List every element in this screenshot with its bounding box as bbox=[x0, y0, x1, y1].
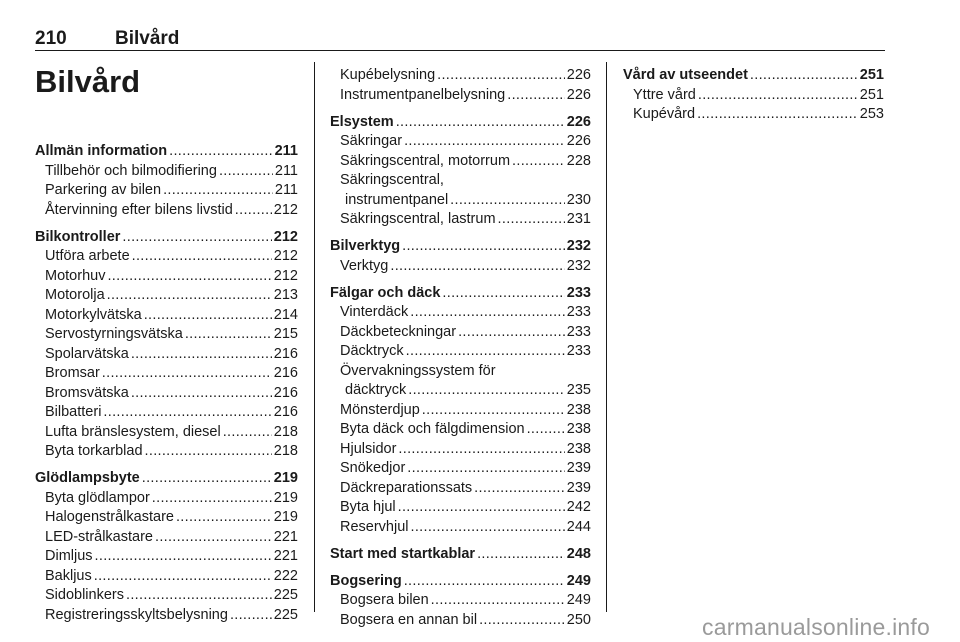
toc-section-entry[interactable] bbox=[330, 113, 591, 133]
toc-entry-page: 212 bbox=[273, 228, 298, 245]
toc-section-entry[interactable] bbox=[330, 572, 591, 592]
toc-entry-title: LED-strålkastare bbox=[45, 528, 153, 545]
toc-entry-title: Återvinning efter bilens livstid bbox=[45, 201, 233, 218]
toc-entry[interactable] bbox=[330, 342, 591, 362]
toc-entry-title: Hjulsidor bbox=[340, 440, 397, 457]
dot-leader bbox=[398, 498, 565, 518]
toc-entry[interactable] bbox=[35, 364, 298, 384]
toc-entry-page: 219 bbox=[273, 470, 298, 486]
dot-leader bbox=[527, 420, 565, 440]
toc-entry-title: Kupébelysning bbox=[340, 67, 436, 83]
dot-leader bbox=[107, 267, 271, 287]
toc-entry-title: Bilkontroller bbox=[35, 228, 121, 245]
toc-entry-title: Lufta bränslesystem, diesel bbox=[45, 423, 221, 440]
toc-entry-title: Säkringscentral, lastrum bbox=[340, 211, 496, 227]
toc-entry[interactable] bbox=[35, 442, 298, 462]
toc-entry-page: 242 bbox=[566, 499, 591, 515]
dot-leader bbox=[223, 423, 272, 443]
dot-leader bbox=[698, 86, 858, 106]
toc-entry-title: Instrumentpanelbelysning bbox=[340, 86, 506, 103]
toc-entry-page: 221 bbox=[273, 548, 298, 564]
dot-leader bbox=[431, 591, 565, 611]
dot-leader bbox=[406, 342, 565, 362]
toc-entry[interactable] bbox=[35, 267, 298, 287]
dot-leader bbox=[102, 364, 272, 384]
toc-entry-title: Glödlampsbyte bbox=[35, 470, 140, 486]
page-number: 210 bbox=[35, 28, 67, 49]
dot-leader bbox=[390, 257, 564, 277]
toc-entry-title: Dimljus bbox=[45, 548, 93, 564]
toc-entry-title: Bogsering bbox=[330, 572, 402, 589]
toc-entry[interactable] bbox=[35, 162, 298, 182]
toc-section-entry[interactable] bbox=[623, 66, 884, 86]
toc-entry-page: 216 bbox=[273, 384, 298, 401]
toc-column-3 bbox=[623, 66, 884, 125]
dot-leader bbox=[144, 306, 272, 326]
toc-entry-page: 212 bbox=[273, 201, 298, 218]
toc-section-entry[interactable] bbox=[330, 545, 591, 565]
toc-entry-page: 226 bbox=[566, 133, 591, 149]
toc-entry-page: 214 bbox=[273, 306, 298, 323]
toc-entry[interactable] bbox=[330, 303, 591, 323]
dot-leader bbox=[185, 325, 272, 345]
chapter-title: Bilvård bbox=[35, 64, 141, 99]
toc-entry-title: Parkering av bilen bbox=[45, 182, 162, 198]
dot-leader bbox=[750, 66, 858, 86]
toc-entry-title: Däckreparationssats bbox=[340, 479, 473, 496]
toc-entry-title: Sidoblinkers bbox=[45, 587, 124, 603]
toc-entry-title: Byta hjul bbox=[340, 499, 396, 515]
toc-entry-title: Vinterdäck bbox=[340, 304, 409, 320]
toc-entry-page: 238 bbox=[566, 421, 591, 437]
toc-entry-page: 233 bbox=[566, 343, 591, 359]
toc-entry-title: Säkringscentral, motorrum bbox=[340, 152, 511, 169]
dot-leader bbox=[103, 403, 271, 423]
dot-leader bbox=[408, 381, 565, 401]
dot-leader bbox=[498, 210, 565, 230]
toc-entry-title: Mönsterdjup bbox=[340, 401, 420, 418]
toc-entry-title: Bogsera bilen bbox=[340, 592, 429, 608]
toc-entry-page: 233 bbox=[566, 304, 591, 320]
toc-entry[interactable] bbox=[623, 86, 884, 106]
toc-entry[interactable] bbox=[35, 306, 298, 326]
dot-leader bbox=[697, 105, 858, 125]
toc-entry[interactable] bbox=[330, 401, 591, 421]
dot-leader bbox=[132, 247, 272, 267]
toc-entry-title: Säkringar bbox=[340, 133, 403, 149]
header-title: Bilvård bbox=[115, 28, 180, 49]
toc-section-entry[interactable] bbox=[35, 142, 298, 162]
dot-leader bbox=[407, 459, 565, 479]
toc-entry-title: Halogenstrålkastare bbox=[45, 509, 174, 525]
toc-entry-page: 222 bbox=[273, 567, 298, 584]
toc-entry-title: Däckbeteckningar bbox=[340, 323, 457, 340]
toc-entry[interactable] bbox=[330, 611, 591, 631]
column-divider bbox=[314, 62, 315, 612]
dot-leader bbox=[458, 323, 565, 343]
toc-entry-title: Allmän information bbox=[35, 143, 168, 159]
toc-entry[interactable] bbox=[330, 459, 591, 479]
toc-entry-page: 253 bbox=[859, 106, 884, 122]
toc-entry-page: 221 bbox=[273, 528, 298, 545]
dot-leader bbox=[94, 567, 272, 587]
toc-entry[interactable] bbox=[35, 423, 298, 443]
toc-entry[interactable] bbox=[330, 591, 591, 611]
toc-entry-title: Bromsvätska bbox=[45, 384, 129, 401]
toc-entry-page: 249 bbox=[566, 572, 591, 589]
toc-entry-page: 239 bbox=[566, 460, 591, 476]
toc-entry-title: Tillbehör och bilmodifiering bbox=[45, 162, 217, 179]
dot-leader bbox=[163, 181, 273, 201]
toc-entry-page: 230 bbox=[566, 191, 591, 208]
toc-entry-page: 213 bbox=[273, 287, 298, 303]
toc-entry-page: 231 bbox=[566, 211, 591, 227]
toc-entry[interactable] bbox=[35, 508, 298, 528]
toc-entry-page: 233 bbox=[566, 284, 591, 301]
toc-entry[interactable] bbox=[35, 403, 298, 423]
toc-entry-page: 211 bbox=[274, 143, 298, 159]
dot-leader bbox=[107, 286, 272, 306]
toc-section-entry[interactable] bbox=[35, 228, 298, 248]
dot-leader bbox=[219, 162, 273, 182]
dot-leader bbox=[152, 489, 272, 509]
dot-leader bbox=[402, 237, 565, 257]
toc-entry[interactable] bbox=[35, 286, 298, 306]
toc-entry-title: Servostyrningsvätska bbox=[45, 326, 183, 342]
dot-leader bbox=[169, 142, 272, 162]
toc-entry-title: Byta torkarblad bbox=[45, 443, 143, 459]
toc-entry[interactable] bbox=[35, 567, 298, 587]
toc-entry-title: Reservhjul bbox=[340, 518, 409, 535]
toc-entry-page: 251 bbox=[859, 67, 884, 83]
toc-entry-title: däcktryck bbox=[345, 382, 407, 398]
toc-entry-page: 225 bbox=[273, 606, 298, 623]
toc-entry[interactable] bbox=[330, 381, 591, 401]
toc-entry-page: 233 bbox=[566, 323, 591, 340]
toc-entry-line: Säkringscentral, bbox=[340, 172, 444, 188]
toc-entry[interactable] bbox=[330, 518, 591, 538]
dot-leader bbox=[474, 479, 565, 499]
dot-leader bbox=[442, 284, 564, 304]
dot-leader bbox=[131, 345, 272, 365]
toc-entry[interactable] bbox=[35, 547, 298, 567]
dot-leader bbox=[404, 572, 565, 592]
toc-entry-page: 250 bbox=[566, 611, 591, 628]
dot-leader bbox=[411, 518, 565, 538]
toc-entry-title: Kupévård bbox=[633, 106, 696, 122]
toc-entry-page: 251 bbox=[859, 86, 884, 103]
toc-entry[interactable] bbox=[330, 66, 591, 86]
toc-entry-page: 232 bbox=[566, 238, 591, 254]
toc-entry-page: 239 bbox=[566, 479, 591, 496]
dot-leader bbox=[437, 66, 565, 86]
toc-entry-title: Fälgar och däck bbox=[330, 284, 441, 301]
toc-entry[interactable] bbox=[35, 325, 298, 345]
dot-leader bbox=[155, 528, 272, 548]
toc-entry[interactable] bbox=[35, 247, 298, 267]
dot-leader bbox=[145, 442, 272, 462]
toc-section-entry[interactable] bbox=[35, 469, 298, 489]
toc-entry-title: Bilbatteri bbox=[45, 404, 102, 420]
toc-entry-title: Spolarvätska bbox=[45, 345, 129, 362]
toc-entry[interactable] bbox=[330, 152, 591, 172]
dot-leader bbox=[230, 606, 272, 626]
toc-entry-page: 216 bbox=[273, 404, 298, 420]
toc-entry-title: Snökedjor bbox=[340, 460, 406, 476]
toc-entry-title: Verktyg bbox=[340, 257, 389, 274]
toc-entry-title: Start med startkablar bbox=[330, 545, 476, 562]
toc-entry-title: Yttre vård bbox=[633, 86, 696, 103]
toc-entry[interactable] bbox=[330, 132, 591, 152]
toc-entry-title: Bogsera en annan bil bbox=[340, 611, 478, 628]
toc-entry-title: Utföra arbete bbox=[45, 248, 130, 264]
dot-leader bbox=[235, 201, 272, 221]
toc-entry-title: Däcktryck bbox=[340, 343, 404, 359]
toc-entry[interactable] bbox=[35, 384, 298, 404]
toc-entry-page: 238 bbox=[566, 401, 591, 418]
toc-entry-title: Elsystem bbox=[330, 113, 394, 130]
toc-entry-title: Bakljus bbox=[45, 567, 92, 584]
toc-entry[interactable] bbox=[35, 489, 298, 509]
toc-entry-title: Motorkylvätska bbox=[45, 306, 142, 323]
toc-entry-page: 216 bbox=[273, 345, 298, 362]
dot-leader bbox=[131, 384, 272, 404]
toc-entry[interactable] bbox=[330, 420, 591, 440]
dot-leader bbox=[404, 132, 565, 152]
toc-entry[interactable] bbox=[330, 440, 591, 460]
toc-entry-page: 238 bbox=[566, 440, 591, 457]
toc-entry-line: Övervakningssystem för bbox=[340, 362, 496, 379]
dot-leader bbox=[126, 586, 272, 606]
toc-section-entry[interactable] bbox=[330, 284, 591, 304]
toc-entry[interactable] bbox=[623, 105, 884, 125]
toc-entry-page: 219 bbox=[273, 489, 298, 506]
watermark: carmanualsonline.info bbox=[702, 614, 930, 640]
toc-column-1 bbox=[35, 142, 298, 625]
toc-entry-page: 219 bbox=[273, 509, 298, 525]
toc-entry-page: 228 bbox=[566, 152, 591, 169]
toc-entry-page: 211 bbox=[274, 162, 298, 179]
dot-leader bbox=[176, 508, 272, 528]
toc-entry[interactable] bbox=[35, 345, 298, 365]
dot-leader bbox=[410, 303, 565, 323]
toc-entry-page: 212 bbox=[273, 267, 298, 284]
toc-entry-page: 226 bbox=[566, 67, 591, 83]
toc-entry-page: 212 bbox=[273, 248, 298, 264]
toc-entry[interactable] bbox=[330, 191, 591, 211]
dot-leader bbox=[142, 469, 272, 489]
page-header bbox=[35, 28, 885, 50]
toc-entry[interactable] bbox=[330, 479, 591, 499]
dot-leader bbox=[450, 191, 565, 211]
toc-entry-page: 225 bbox=[273, 587, 298, 603]
toc-entry-title: Motorhuv bbox=[45, 267, 106, 284]
dot-leader bbox=[477, 545, 565, 565]
toc-entry-page: 226 bbox=[566, 113, 591, 130]
toc-entry[interactable] bbox=[35, 586, 298, 606]
toc-entry-title: Bromsar bbox=[45, 365, 100, 381]
dot-leader bbox=[479, 611, 565, 631]
toc-column-2 bbox=[330, 66, 591, 630]
toc-entry-title: Registreringsskyltsbelysning bbox=[45, 606, 228, 623]
toc-entry-page: 248 bbox=[566, 545, 591, 562]
toc-entry-title: Byta glödlampor bbox=[45, 489, 150, 506]
toc-entry-page: 226 bbox=[566, 86, 591, 103]
toc-entry-page: 218 bbox=[273, 423, 298, 440]
header-rule bbox=[35, 50, 885, 51]
dot-leader bbox=[396, 113, 565, 133]
toc-entry[interactable] bbox=[330, 210, 591, 230]
toc-entry[interactable] bbox=[35, 181, 298, 201]
toc-entry-title: Vård av utseendet bbox=[623, 67, 748, 83]
dot-leader bbox=[398, 440, 564, 460]
toc-entry-page: 215 bbox=[273, 326, 298, 342]
toc-entry[interactable] bbox=[35, 201, 298, 221]
toc-entry-page: 216 bbox=[273, 365, 298, 381]
toc-entry-page: 244 bbox=[566, 518, 591, 535]
toc-section-entry[interactable] bbox=[330, 237, 591, 257]
toc-entry[interactable] bbox=[330, 86, 591, 106]
dot-leader bbox=[512, 152, 565, 172]
dot-leader bbox=[422, 401, 565, 421]
toc-entry-page: 235 bbox=[566, 382, 591, 398]
column-divider bbox=[606, 62, 607, 612]
toc-entry-page: 218 bbox=[273, 443, 298, 459]
toc-entry[interactable] bbox=[35, 528, 298, 548]
toc-entry-title: Motorolja bbox=[45, 287, 105, 303]
dot-leader bbox=[507, 86, 565, 106]
dot-leader bbox=[95, 547, 272, 567]
toc-entry[interactable] bbox=[35, 606, 298, 626]
toc-entry[interactable] bbox=[330, 257, 591, 277]
toc-entry-page: 232 bbox=[566, 257, 591, 274]
toc-entry-title: instrumentpanel bbox=[345, 191, 449, 208]
toc-entry[interactable] bbox=[330, 498, 591, 518]
toc-entry-page: 211 bbox=[274, 182, 298, 198]
toc-entry-title: Byta däck och fälgdimension bbox=[340, 421, 525, 437]
toc-entry[interactable] bbox=[330, 323, 591, 343]
toc-entry-page: 249 bbox=[566, 592, 591, 608]
dot-leader bbox=[122, 228, 271, 248]
toc-entry-title: Bilverktyg bbox=[330, 238, 401, 254]
